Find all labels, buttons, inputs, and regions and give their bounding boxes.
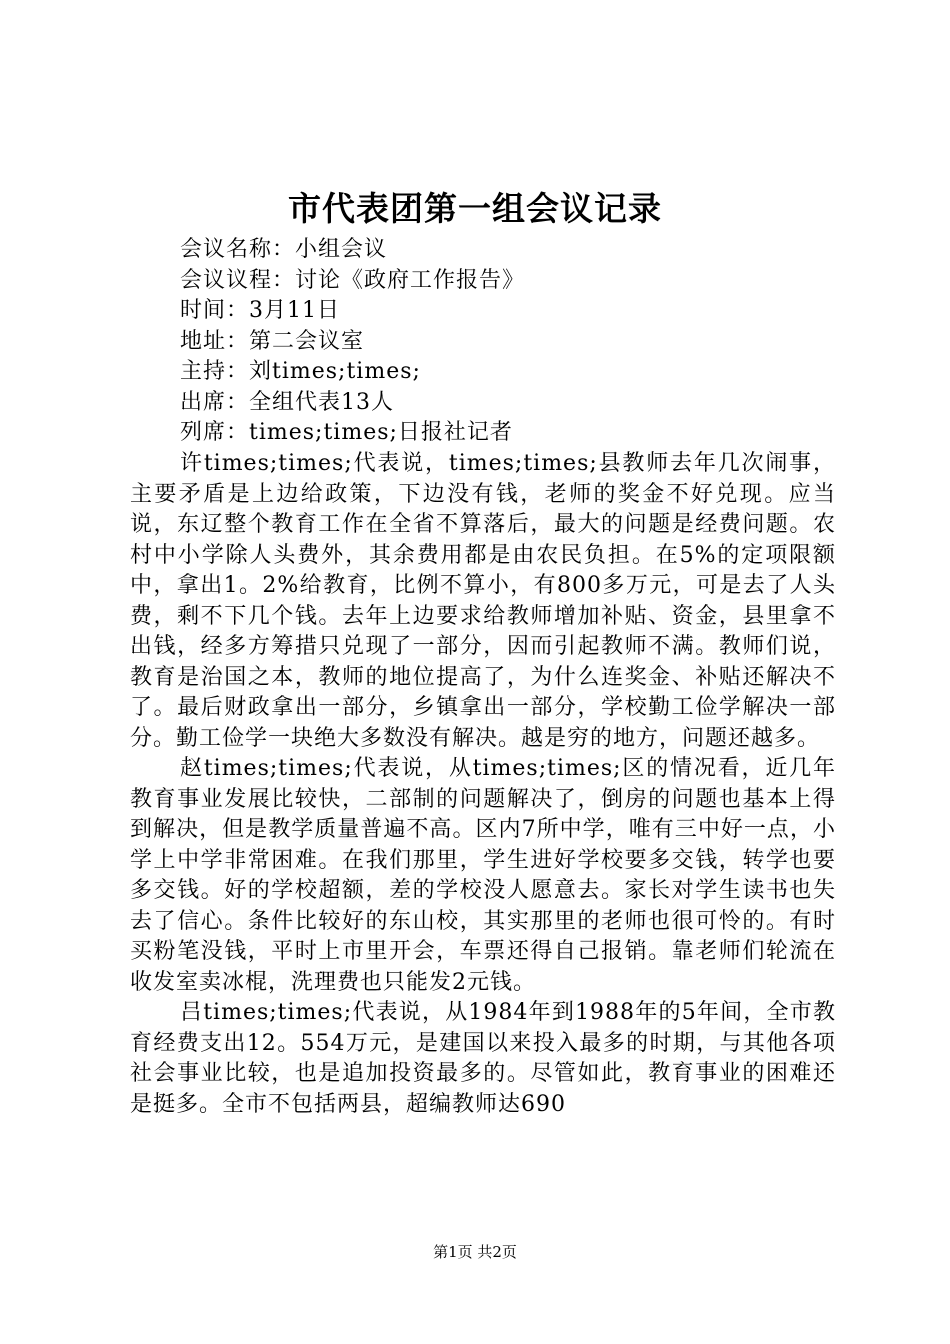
page-footer: 第1页 共2页 bbox=[433, 1243, 517, 1261]
meeting-host: 主持：刘times;times; bbox=[180, 359, 421, 384]
minutes-body bbox=[130, 449, 836, 1120]
meeting-location: 地址：第二会议室 bbox=[180, 328, 365, 354]
paragraph-xu-statement: 许times;times;代表说，times;times;县教师去年几次闹事，主要矛盾是上边给政策，下边没有钱，老师的奖金不好兑现。应当说，东辽整个教育工作在全省不算落后，最大的问题是经费问题。农村中小学除人头费外，其余费用都是由农民负担。在5%的定项限额中，拿出1。2%给教育，比例不算小，有800多万元，可是去了人头费，剩不下几个钱。去年上边要求给教师增加补贴、资金，县里拿不出钱，经多方筹措只兑现了一部分，因而引起教师不满。教师们说，教育是治国之本，教师的地位提高了，为什么连奖金、补贴还解决不了。最后财政拿出一部分，乡镇拿出一部分，学校勤工俭学解决一部分。勤工俭学一块绝大多数没有解决。越是穷的地方，问题还越多。 bbox=[130, 451, 836, 751]
paragraph-zhao-statement: 赵times;times;代表说，从times;times;区的情况看，近几年教育事业发展比较快，二部制的问题解决了，倒房的问题也基本上得到解决，但是教学质量普遍不高。区内7所中学，唯有三中好一点，小学上中学非常困难。在我们那里，学生进好学校要多交钱，转学也要多交钱。好的学校超额，差的学校没人愿意去。家长对学生读书也失去了信心。条件比较好的东山校，其实那里的老师也很可怜的。有时买粉笔没钱，平时上市里开会，车票还得自己报销。靠老师们轮流在收发室卖冰棍，洗理费也只能发2元钱。 bbox=[130, 756, 836, 995]
meeting-info bbox=[180, 235, 840, 449]
meeting-name: 会议名称：小组会议 bbox=[180, 237, 388, 262]
meeting-attendees: 出席：全组代表13人 bbox=[180, 389, 394, 415]
document-title: 市代表团第一组会议记录 bbox=[288, 189, 662, 228]
meeting-observers: 列席：times;times;日报社记者 bbox=[180, 420, 513, 445]
meeting-time: 时间：3月11日 bbox=[180, 298, 340, 323]
meeting-agenda: 会议议程：讨论《政府工作报告》 bbox=[180, 267, 526, 293]
paragraph-lv-statement: 吕times;times;代表说，从1984年到1988年的5年间，全市教育经费支出12。554万元，是建国以来投入最多的时期，与其他各项社会事业比较，也是追加投资最多的。尽管如此，教育事业的困难还是挺多。全市不包括两县，超编教师达690 bbox=[130, 1000, 836, 1117]
